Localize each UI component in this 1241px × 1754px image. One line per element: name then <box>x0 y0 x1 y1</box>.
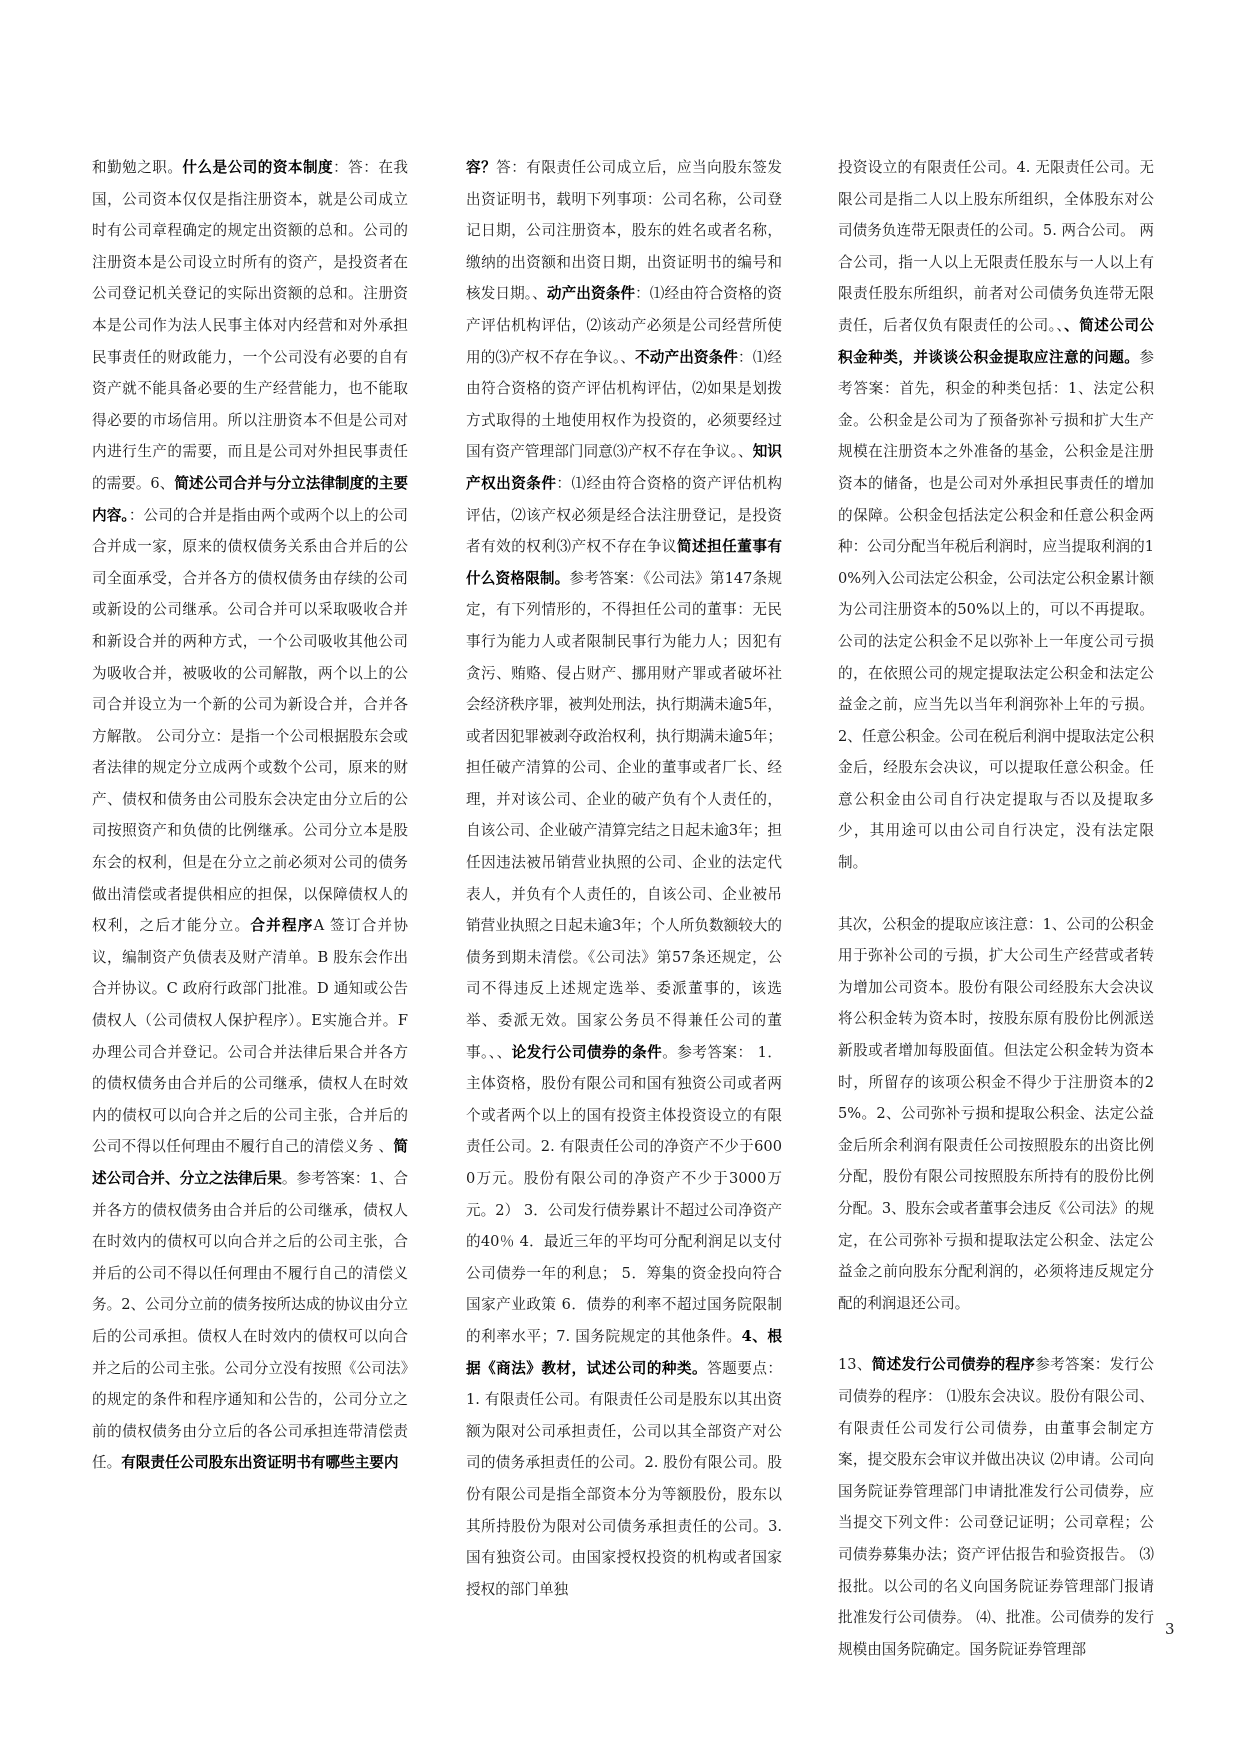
heading-run: 有限责任公司股东出资证明书有哪些主要内 <box>121 1454 399 1472</box>
heading-run: 什么是公司的资本制度 <box>182 159 334 176</box>
heading-run: 动产出资条件 <box>546 285 636 303</box>
heading-run: 合并程序 <box>250 917 314 935</box>
heading-run: 简述公司合并与分立法律制度的主要内容。 <box>92 474 408 524</box>
heading-run: 论发行公司债券的条件 <box>511 1043 663 1061</box>
text-column-3 <box>838 152 1154 1665</box>
text-run: 。参考答案： 1．主体资格，股份有限公司和国有独资公司或者两个或者两个以上的国有投资主体投资设立的有限责任公司。2. 有限责任公司的净资产不少于6000万元。股份有限公司的净资产不少于3000万元。2） 3．公司发行债券累计不超过公司净资产的40％ 4．最近三年的平均可分配利润足以支付公司债券一年的利息； 5．筹集的资金投向符合国家产业政策 6．债券的利率不超过国务院限制的利率水平；7. 国务院规定的其他条件。 <box>466 1043 782 1345</box>
text-run: ：⑴经由符合资格的资产评估机构评估，⑵该动产必须是公司经营所使用的⑶产权不存在争议。、 <box>466 285 782 366</box>
paragraph <box>838 152 1154 879</box>
text-run: A 签订合并协议，编制资产负债表及财产清单。B 股东会作出合并协议。C 政府行政部门批准。D 通知或公告债权人（公司债权人保护程序）。E实施合并。F 办理公司合并登记。公司合并法律后果合并各方的债权债务由合并后的公司继承，债权人在时效内的债权可以向合并之后的公司主张，合并后的公司不得以任何理由不履行自己的清偿义务 、 <box>92 917 408 1156</box>
text-run: ：⑴经由符合资格的资产评估机构评估，⑵如果是划拨方式取得的土地使用权作为投资的，必须要经过国有资产管理部门同意⑶产权不存在争议。、 <box>466 348 782 461</box>
heading-run: 容？ <box>466 159 497 176</box>
text-run: 其次，公积金的提取应该注意：1、公司的公积金用于弥补公司的亏损，扩大公司生产经营或者转为增加公司资本。股份有限公司经股东大会决议将公积金转为资本时，按股东原有股份比例派送新股或者增加每股面值。但法定公积金转为资本时，所留存的该项公积金不得少于注册资本的25%。2、公司弥补亏损和提取公积金、法定公益金后所余利润有限责任公司按照股东的出资比例分配，股份有限公司按照股东所持有的股份比例分配。3、股东会或者董事会违反《公司法》的规定，在公司弥补亏损和提取法定公积金、法定公益金之前向股东分配利润的，必须将违反规定分配的利润退还公司。 <box>838 915 1154 1312</box>
heading-run: 4、根据《商法》教材，试述公司的种类。 <box>466 1327 782 1377</box>
paragraph <box>838 909 1154 1320</box>
text-run: ：公司的合并是指由两个或两个以上的公司合并成一家，原来的债权债务关系由合并后的公司全面承受，合并各方的债权债务由存续的公司或新设的公司继承。公司合并可以采取吸收合并和新设合并的两种方式，一个公司吸收其他公司为吸收合并，被吸收的公司解散，两个以上的公司合并设立为一个新的公司为新设合并，合并各方解散。 公司分立：是指一个公司根据股东会或者法律的规定分立成两个或数个公司，原来的财产、债权和债务由公司股东会决定由分立后的公司按照资产和负债的比例继承。公司分立本是股东会的权利，但是在分立之前必须对公司的债务做出清偿或者提供相应的担保，以保障债权人的权利，之后才能分立。 <box>92 506 408 935</box>
text-run: 参考答案：首先，积金的种类包括：1、法定公积金。公积金是公司为了预备弥补亏损和扩大生产规模在注册资本之外准备的基金，公积金是注册资本的储备，也是公司对外承担民事责任的增加的保障。公积金包括法定公积金和任意公积金两种：公司分配当年税后利润时，应当提取利润的10%列入公司法定公积金，公司法定公积金累计额为公司注册资本的50%以上的，可以不再提取。公司的法定公积金不足以弥补上一年度公司亏损的，在依照公司的规定提取法定公积金和法定公益金之前，应当先以当年利润弥补上年的亏损。2、任意公积金。公司在税后利润中提取法定公积金后，经股东会决议，可以提取任意公积金。任意公积金由公司自行决定提取与否以及提取多少，其用途可以由公司自行决定，没有法定限制。 <box>838 348 1154 872</box>
heading-run: 简述担任董事有什么资格限制。 <box>466 538 782 587</box>
heading-run: 不动产出资条件 <box>635 348 738 366</box>
text-run: 13、 <box>838 1356 872 1374</box>
text-run: 答题要点：1. 有限责任公司。有限责任公司是股东以其出资额为限对公司承担责任，公司以其全部资产对公司的债务承担责任的公司。2. 股份有限公司。股份有限公司是指全部资本分为等额股份，股东以其所持股份为限对公司债务承担责任的公司。3. 国有独资公司。由国家授权投资的机构或者国家授权的部门单独 <box>466 1359 782 1598</box>
text-run: 答：有限责任公司成立后，应当向股东签发出资证明书，载明下列事项：公司名称，公司登记日期，公司注册资本，股东的姓名或者名称，缴纳的出资额和出资日期，出资证明书的编号和核发日期。、 <box>466 159 782 303</box>
text-column-1 <box>92 152 408 1479</box>
text-run: ：答：在我国，公司资本仅仅是指注册资本，就是公司成立时有公司章程确定的规定出资额的总和。公司的注册资本是公司设立时所有的资产，是投资者在公司登记机关登记的实际出资额的总和。注册资本是公司作为法人民事主体对内经营和对外承担民事责任的财政能力，一个公司没有必要的自有资产就不能具备必要的生产经营能力，也不能取得必要的市场信用。所以注册资本不但是公司对内进行生产的需要，而且是公司对外担民事责任的需要。6、 <box>92 159 408 492</box>
text-run: 投资设立的有限责任公司。4. 无限责任公司。无限公司是指二人以上股东所组织，全体股东对公司债务负连带无限责任的公司。5. 两合公司。 两合公司，指一人以上无限责任股东与一人以上有限责任股东所组织，前者对公司债务负连带无限责任，后者仅负有限责任的公司。、 <box>838 159 1154 334</box>
text-run: ：⑴经由符合资格的资产评估机构评估，⑵该产权必须是经合法注册登记，是投资者有效的权利⑶产权不存在争议 <box>466 474 782 556</box>
heading-run: 简述公司合并、分立之法律后果 <box>92 1138 408 1187</box>
heading-run: 简述发行公司债券的程序 <box>871 1356 1036 1374</box>
paragraph <box>92 152 408 1479</box>
paragraph <box>838 1349 1154 1665</box>
paragraph <box>466 152 782 1605</box>
text-column-2 <box>466 152 782 1605</box>
heading-run: 、简述公司公积金种类，并谈谈公积金提取应注意的问题。 <box>838 316 1154 366</box>
text-run: 参考答案：发行公司债券的程序： ⑴股东会决议。股份有限公司、有限责任公司发行公司债券，由董事会制定方案，提交股东会审议并做出决议 ⑵申请。公司向国务院证券管理部门申请批准发行公司债券，应当提交下列文件：公司登记证明；公司章程；公司债券募集办法；资产评估报告和验资报告。 ⑶报批。以公司的名义向国务院证券管理部门报请批准发行公司债券。 ⑷、批准。公司债券的发行规模由国务院确定。国务院证券管理部 <box>838 1356 1154 1658</box>
heading-run: 知识产权出资条件 <box>466 443 782 492</box>
text-run: 和勤勉之职。 <box>92 159 183 176</box>
text-run: 参考答案：《公司法》第147条规定，有下列情形的，不得担任公司的董事：无民事行为能力人或者限制民事行为能力人；因犯有贪污、贿赂、侵占财产、挪用财产罪或者破坏社会经济秩序罪，被判处刑法，执行期满未逾5年，或者因犯罪被剥夺政治权利，执行期满未逾5年；担任破产清算的公司、企业的董事或者厂长、经理，并对该公司、企业的破产负有个人责任的，自该公司、企业破产清算完结之日起未逾3年；担任因违法被吊销营业执照的公司、企业的法定代表人，并负有个人责任的，自该公司、企业被吊销营业执照之日起未逾3年；个人所负数额较大的债务到期未清偿。《公司法》第57条还规定，公司不得违反上述规定选举、委派董事的，该选举、委派无效。国家公务员不得兼任公司的董事。、、 <box>466 569 782 1061</box>
text-run: 。参考答案：1、合并各方的债权债务由合并后的公司继承，债权人在时效内的债权可以向合并之后的公司主张，合并后的公司不得以任何理由不履行自己的清偿义务。2、公司分立前的债务按所达成的协议由分立后的公司承担。债权人在时效内的债权可以向合并之后的公司主张。公司分立没有按照《公司法》的规定的条件和程序通知和公告的，公司分立之前的债权债务由分立后的各公司承担连带清偿责任。 <box>92 1170 408 1472</box>
page-number: 3 <box>1165 1620 1175 1638</box>
